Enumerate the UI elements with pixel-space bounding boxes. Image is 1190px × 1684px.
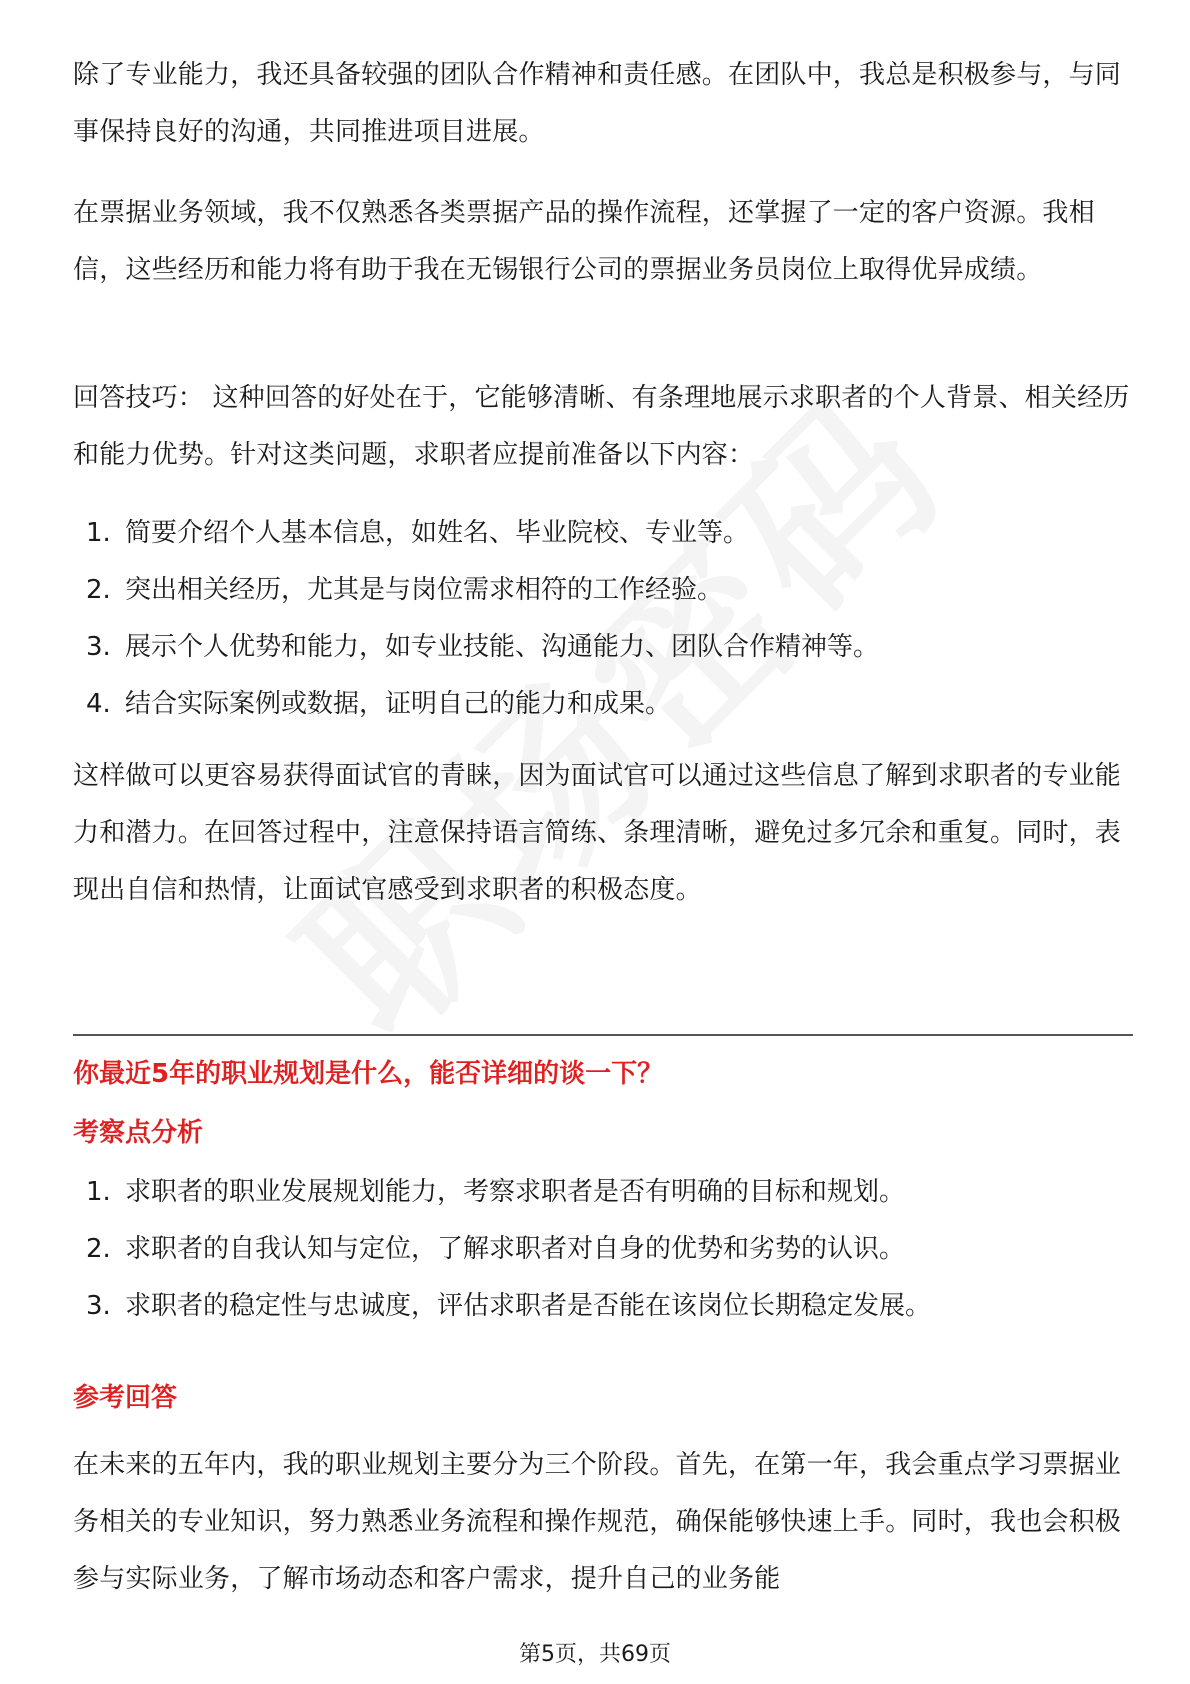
list-number: 1. bbox=[86, 1177, 111, 1207]
paragraph-conclusion: 这样做可以更容易获得面试官的青睐，因为面试官可以通过这些信息了解到求职者的专业能力和潜力。在回答过程中，注意保持语言简练、条理清晰，避免过多冗余和重复。同时，表现出自信和热情，让面试官感受到求职者的积极态度。 bbox=[73, 761, 1122, 905]
list-number: 3. bbox=[86, 1291, 111, 1321]
paragraph-teamwork: 除了专业能力，我还具备较强的团队合作精神和责任感。在团队中，我总是积极参与，与同事保持良好的沟通，共同推进项目进展。 bbox=[73, 60, 1122, 147]
list-item bbox=[73, 619, 1133, 676]
list-item bbox=[73, 562, 1133, 619]
list-item-text: 展示个人优势和能力，如专业技能、沟通能力、团队合作精神等。 bbox=[125, 632, 880, 662]
list-item-text: 简要介绍个人基本信息，如姓名、毕业院校、专业等。 bbox=[125, 518, 750, 548]
document-page bbox=[73, 0, 1133, 1684]
list-item-text: 结合实际案例或数据，证明自己的能力和成果。 bbox=[125, 689, 672, 719]
list-item-text: 求职者的自我认知与定位，了解求职者对自身的优势和劣势的认识。 bbox=[125, 1234, 906, 1264]
list-item-text: 求职者的稳定性与忠诚度，评估求职者是否能在该岗位长期稳定发展。 bbox=[125, 1291, 932, 1321]
paragraph-bill-business: 在票据业务领域，我不仅熟悉各类票据产品的操作流程，还掌握了一定的客户资源。我相信，这些经历和能力将有助于我在无锡银行公司的票据业务员岗位上取得优异成绩。 bbox=[73, 198, 1095, 285]
list-item bbox=[73, 1278, 1133, 1335]
list-item bbox=[73, 1164, 1133, 1221]
question-heading: 你最近5年的职业规划是什么，能否详细的谈一下？ bbox=[73, 1059, 664, 1089]
list-number: 3. bbox=[86, 632, 111, 662]
list-number: 1. bbox=[86, 518, 111, 548]
list-item-text: 突出相关经历，尤其是与岗位需求相符的工作经验。 bbox=[125, 575, 724, 605]
list-item bbox=[73, 1221, 1133, 1278]
paragraph-reference-answer: 在未来的五年内，我的职业规划主要分为三个阶段。首先，在第一年，我会重点学习票据业务相关的专业知识，努力熟悉业务流程和操作规范，确保能够快速上手。同时，我也会积极参与实际业务，了解市场动态和客户需求，提升自己的业务能 bbox=[73, 1450, 1122, 1594]
list-number: 2. bbox=[86, 1234, 111, 1264]
section-divider bbox=[73, 1034, 1133, 1036]
answer-heading: 参考回答 bbox=[73, 1383, 178, 1413]
tips-list bbox=[73, 505, 1133, 733]
page-number: 第5页，共69页 bbox=[519, 1642, 671, 1667]
paragraph-answer-tips: 回答技巧： 这种回答的好处在于，它能够清晰、有条理地展示求职者的个人背景、相关经历和能力优势。针对这类问题，求职者应提前准备以下内容： bbox=[73, 383, 1130, 470]
list-number: 2. bbox=[86, 575, 111, 605]
list-item bbox=[73, 676, 1133, 733]
list-item bbox=[73, 505, 1133, 562]
list-number: 4. bbox=[86, 689, 111, 719]
analysis-heading: 考察点分析 bbox=[73, 1118, 204, 1148]
list-item-text: 求职者的职业发展规划能力，考察求职者是否有明确的目标和规划。 bbox=[125, 1177, 906, 1207]
analysis-list bbox=[73, 1164, 1133, 1335]
